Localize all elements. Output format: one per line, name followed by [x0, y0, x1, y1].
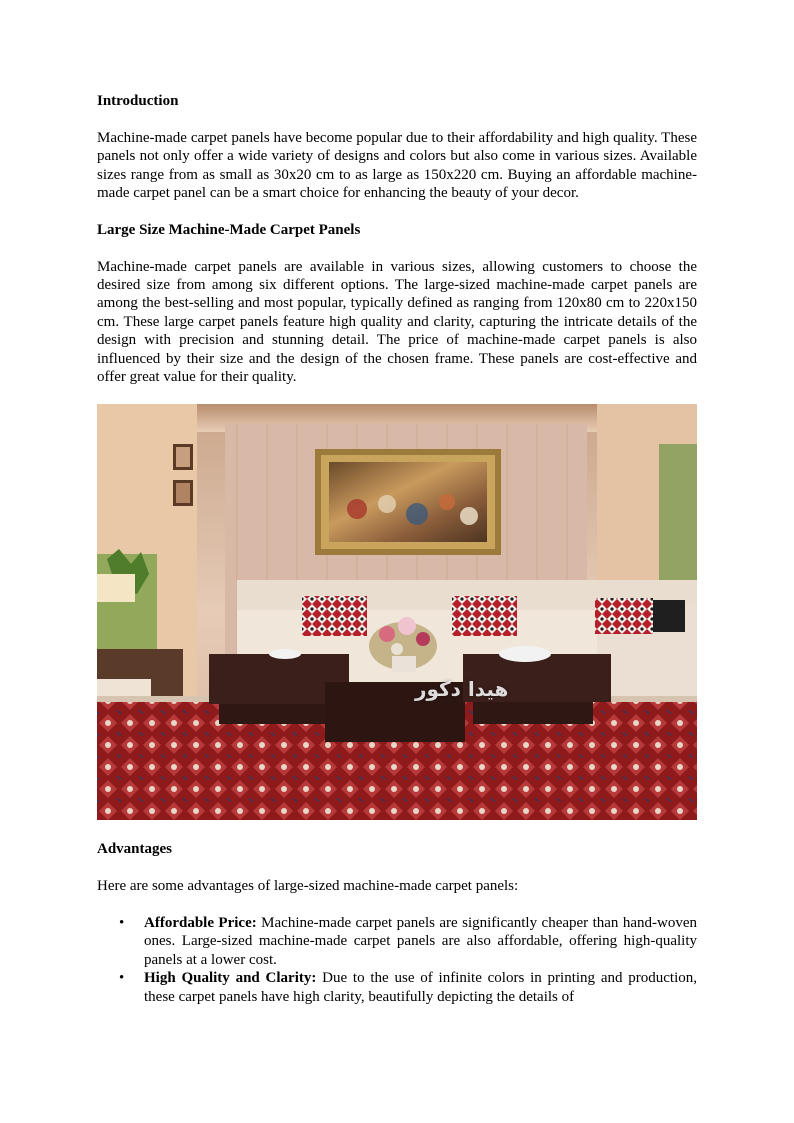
item-title: High Quality and Clarity: — [144, 970, 317, 987]
item-text: Machine-made carpet panels are significantly cheaper than hand-woven ones. Large-sized machine-made carpet panels are also affordable, offering high-quality panels at a lower cost. — [144, 914, 697, 968]
watermark-logo: هیدا دکور — [415, 677, 509, 702]
document-page — [97, 92, 697, 1006]
item-text: Due to the use of infinite colors in printing and production, these carpet panels have high clarity, beautifully depicting the details of — [144, 970, 697, 1005]
intro-paragraph: Machine-made carpet panels have become popular due to their affordability and high quality. These panels not only offer a wide variety of designs and colors but also come in various sizes. Available sizes range from as small as 30x20 cm to as large as 150x220 cm. Buying an affordable machine-made carpet panel can be a smart choice for enhancing the beauty of your decor. — [97, 130, 697, 202]
advantages-intro: Here are some advantages of large-sized machine-made carpet panels: — [97, 878, 519, 895]
bullet-icon: • — [119, 914, 125, 931]
living-room-photo — [97, 404, 697, 820]
list-item — [97, 914, 697, 969]
bullet-icon: • — [119, 970, 125, 987]
item-title: Affordable Price: — [144, 914, 257, 931]
advantages-list — [97, 914, 697, 1006]
large-size-paragraph: Machine-made carpet panels are available in various sizes, allowing customers to choose the desired size from among six different options. The large-sized machine-made carpet panels are among the best-selling and most popular, typically defined as ranging from 120x80 cm to 220x150 cm. These large carpet panels feature high quality and clarity, capturing the intricate details of the design with precision and stunning detail. The price of machine-made carpet panels is also influenced by their size and the design of the chosen frame. These panels are cost-effective and offer great value for their quality. — [97, 258, 697, 386]
advantages-heading: Advantages — [97, 841, 173, 858]
list-item — [97, 969, 697, 1006]
intro-heading: Introduction — [97, 93, 179, 109]
large-size-heading: Large Size Machine-Made Carpet Panels — [97, 221, 361, 238]
